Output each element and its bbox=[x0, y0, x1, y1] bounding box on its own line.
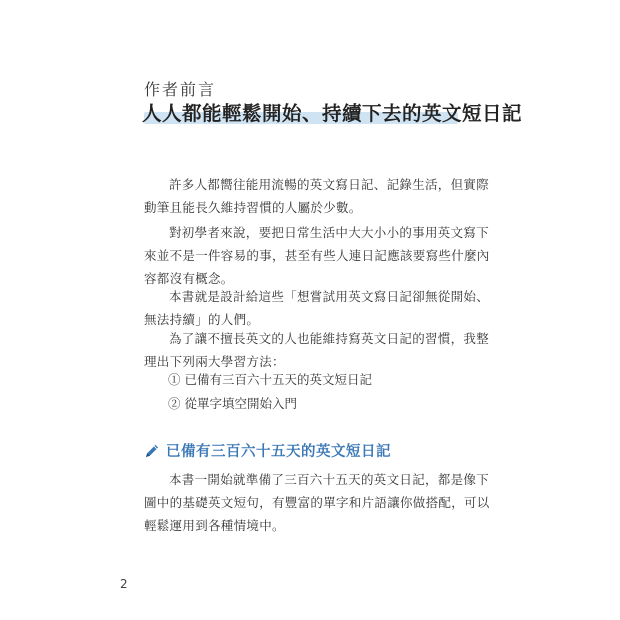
section-kicker: 作者前言 bbox=[144, 80, 217, 99]
page-title: 人人都能輕鬆開始、持續下去的英文短日記 bbox=[142, 102, 523, 125]
section-title: 已備有三百六十五天的英文短日記 bbox=[166, 444, 391, 460]
paragraph-4: 為了讓不擅長英文的人也能維持寫英文日記的習慣，我整理出下列兩大學習方法： bbox=[144, 331, 490, 369]
pencil-icon bbox=[144, 443, 160, 459]
paragraph-2: 對初學者來說，要把日常生活中大大小小的事用英文寫下來並不是一件容易的事，甚至有些人連日記應該要寫些什麼內容都沒有概念。 bbox=[144, 225, 490, 286]
page-number: 2 bbox=[120, 577, 128, 591]
paragraph-1: 許多人都嚮往能用流暢的英文寫日記、記錄生活，但實際動筆且能長久維持習慣的人屬於少數。 bbox=[144, 177, 490, 215]
section-heading bbox=[144, 440, 391, 461]
list-item-1: ① 已備有三百六十五天的英文短日記 bbox=[168, 372, 372, 387]
list-item-2: ② 從單字填空開始入門 bbox=[168, 396, 297, 411]
section-paragraph: 本書一開始就準備了三百六十五天的英文日記，都是像下圖中的基礎英文短句，有豐富的單字和片語讓你做搭配，可以輕鬆運用到各種情境中。 bbox=[144, 472, 490, 533]
paragraph-3: 本書就是設計給這些「想嘗試用英文寫日記卻無從開始、無法持續」的人們。 bbox=[144, 289, 490, 327]
page-title-block bbox=[142, 98, 523, 128]
